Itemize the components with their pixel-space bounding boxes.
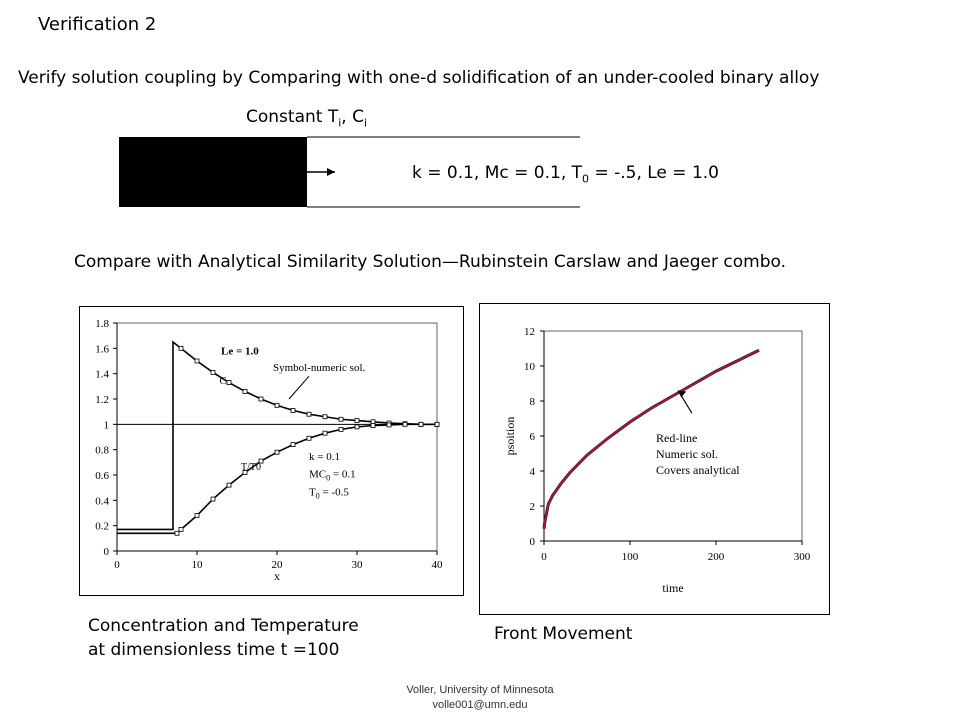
- data-marker: [435, 422, 439, 426]
- data-marker: [403, 422, 407, 426]
- data-marker: [419, 422, 423, 426]
- x-axis-label: time: [662, 581, 684, 595]
- data-marker: [275, 403, 279, 407]
- annotation-numeric: Numeric sol.: [656, 447, 718, 461]
- data-marker: [339, 427, 343, 431]
- annotation-mc: $MC_0 = 0.1$: [309, 468, 356, 483]
- front-arrow-head: [327, 168, 335, 176]
- data-marker: [211, 497, 215, 501]
- annotation-k: k = 0.1: [309, 450, 340, 463]
- data-marker: [291, 443, 295, 447]
- slide-heading: Verify solution coupling by Comparing with one-d solidification of an under-cooled binary alloy: [18, 68, 820, 88]
- y-tick-label: 1: [103, 419, 109, 432]
- data-marker: [307, 436, 311, 440]
- annotation-symbol: Symbol-numeric sol.: [273, 362, 366, 375]
- data-marker: [371, 424, 375, 428]
- annotation-covers: Covers analytical: [656, 463, 740, 477]
- y-tick-label: 10: [524, 361, 535, 373]
- data-marker: [307, 412, 311, 416]
- y-tick-label: 12: [524, 326, 535, 338]
- parameters-label: k = 0.1, Mc = 0.1, $T_0 = -.5$, Le = 1.0: [412, 163, 719, 186]
- y-tick-label: 4: [529, 466, 535, 478]
- annotation-le: Le = 1.0: [221, 345, 259, 358]
- x-tick-label: 300: [793, 551, 811, 563]
- data-marker: [291, 408, 295, 412]
- compare-text: Compare with Analytical Similarity Solution—Rubinstein Carslaw and Jaeger combo.: [74, 252, 787, 272]
- y-tick-label: 0.8: [95, 444, 109, 457]
- constant-label: Constant $T_i$, $C_i$: [246, 107, 368, 130]
- y-tick-label: 1.6: [95, 343, 109, 356]
- x-tick-label: 0: [541, 551, 547, 563]
- data-marker: [227, 483, 231, 487]
- y-tick-label: 8: [529, 396, 535, 408]
- x-tick-label: 0: [114, 559, 120, 571]
- y-tick-label: 0.4: [95, 495, 109, 508]
- x-tick-label: 100: [621, 551, 639, 563]
- y-tick-label: 0.6: [95, 470, 109, 482]
- y-tick-label: 1.4: [95, 368, 109, 381]
- y-tick-label: 1.2: [95, 394, 109, 406]
- concentration-temperature-chart: [79, 306, 464, 596]
- x-tick-label: 30: [351, 559, 363, 571]
- x-axis-label: x: [274, 569, 280, 583]
- data-marker: [179, 346, 183, 350]
- y-axis-label: psoition: [503, 416, 517, 456]
- annotation-c: C: [219, 374, 227, 387]
- y-tick-label: 0: [103, 546, 109, 558]
- x-tick-label: 200: [707, 551, 725, 563]
- data-marker: [195, 514, 199, 518]
- y-tick-label: 2: [529, 501, 535, 513]
- data-marker: [195, 359, 199, 363]
- data-marker: [243, 389, 247, 393]
- y-tick-label: 1.8: [95, 318, 109, 330]
- data-marker: [179, 527, 183, 531]
- annotation-red-line: Red-line: [656, 431, 698, 445]
- y-tick-label: 0: [529, 536, 535, 548]
- chart-frame: [480, 304, 830, 615]
- data-marker: [323, 415, 327, 419]
- front-movement-chart: [479, 303, 830, 615]
- slide-title: Verification 2: [38, 14, 157, 35]
- data-marker: [323, 431, 327, 435]
- x-tick-label: 40: [431, 559, 443, 571]
- data-marker: [355, 419, 359, 423]
- data-marker: [259, 397, 263, 401]
- data-marker: [275, 450, 279, 454]
- y-tick-label: 6: [529, 431, 535, 443]
- x-tick-label: 10: [191, 559, 203, 571]
- caption-front-movement: Front Movement: [494, 624, 633, 644]
- data-marker: [339, 417, 343, 421]
- data-marker: [387, 423, 391, 427]
- x-tick-label: 20: [271, 559, 283, 571]
- data-marker: [211, 370, 215, 374]
- data-marker: [371, 420, 375, 424]
- annotation-t0: $T_0 = -0.5$: [309, 486, 349, 501]
- caption-concentration: Concentration and Temperature at dimensionless time t =100: [88, 616, 359, 660]
- data-marker: [227, 381, 231, 385]
- chart-frame: [80, 307, 464, 596]
- data-marker: [355, 425, 359, 429]
- y-tick-label: 0.2: [95, 520, 109, 533]
- annotation-tt0: T/T0: [241, 461, 261, 473]
- footer: Voller, University of Minnesota volle001@umn.edu: [406, 684, 554, 711]
- data-marker: [175, 531, 179, 535]
